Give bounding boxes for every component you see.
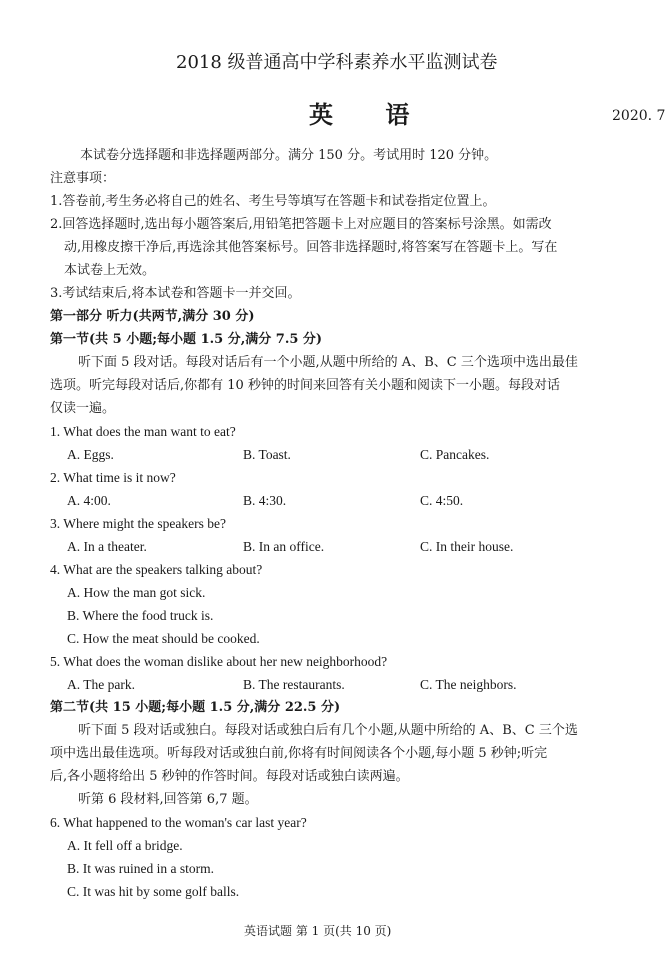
section2-instruction-line-3: 后,各小题将给出 5 秒钟的作答时间。每段对话或独白读两遍。 bbox=[50, 769, 409, 784]
page-footer: 英语试题 第 1 页(共 10 页) bbox=[244, 924, 392, 938]
note-2-line-1: 2.回答选择题时,选出每小题答案后,用铅笔把答题卡上对应题目的答案标号涂黑。如需改 bbox=[50, 217, 552, 232]
note-1: 1.答卷前,考生务必将自己的姓名、考生号等填写在答题卡和试卷指定位置上。 bbox=[50, 194, 496, 209]
exam-title: 2018 级普通高中学科素养水平监测试卷 bbox=[176, 52, 498, 73]
section2-heading: 第二节(共 15 小题;每小题 1.5 分,满分 22.5 分) bbox=[50, 700, 341, 715]
note-3: 3.考试结束后,将本试卷和答题卡一并交回。 bbox=[50, 286, 301, 301]
q1-option-a: A. Eggs. bbox=[67, 447, 114, 462]
section1-instruction-line-1: 听下面 5 段对话。每段对话后有一个小题,从题中所给的 A、B、C 三个选项中选出最佳 bbox=[78, 355, 578, 370]
q2-option-c: C. 4:50. bbox=[420, 493, 464, 508]
section1-instruction-line-2: 选项。听完每段对话后,你都有 10 秒钟的时间来回答有关小题和阅读下一小题。每段对话 bbox=[50, 378, 560, 393]
q6-option-c: C. It was hit by some golf balls. bbox=[67, 884, 240, 899]
q2-option-b: B. 4:30. bbox=[243, 493, 287, 508]
question-3: 3. Where might the speakers be? bbox=[50, 516, 226, 531]
notes-heading: 注意事项： bbox=[50, 171, 116, 186]
note-2-line-3: 本试卷上无效。 bbox=[64, 263, 156, 278]
section1-instruction-line-3: 仅读一遍。 bbox=[50, 401, 116, 416]
q3-option-b: B. In an office. bbox=[243, 539, 325, 554]
question-4: 4. What are the speakers talking about? bbox=[50, 562, 263, 577]
q5-option-c: C. The neighbors. bbox=[420, 677, 517, 692]
intro-text: 本试卷分选择题和非选择题两部分。满分 150 分。考试用时 120 分钟。 bbox=[80, 148, 498, 163]
part1-heading: 第一部分 听力(共两节,满分 30 分) bbox=[50, 309, 255, 324]
exam-date: 2020. 7 bbox=[612, 108, 666, 124]
q4-option-b: B. Where the food truck is. bbox=[67, 608, 214, 623]
q1-option-c: C. Pancakes. bbox=[420, 447, 490, 462]
q2-option-a: A. 4:00. bbox=[67, 493, 111, 508]
question-5: 5. What does the woman dislike about her new neighborhood? bbox=[50, 654, 388, 669]
subject-title: 英 语 bbox=[309, 100, 432, 129]
question-1: 1. What does the man want to eat? bbox=[50, 424, 236, 439]
q6-option-a: A. It fell off a bridge. bbox=[67, 838, 183, 853]
q1-option-b: B. Toast. bbox=[243, 447, 291, 462]
section2-instruction-line-1: 听下面 5 段对话或独白。每段对话或独白后有几个小题,从题中所给的 A、B、C 三个选 bbox=[78, 723, 578, 738]
q4-option-a: A. How the man got sick. bbox=[67, 585, 206, 600]
q3-option-c: C. In their house. bbox=[420, 539, 514, 554]
q6-option-b: B. It was ruined in a storm. bbox=[67, 861, 214, 876]
q4-option-c: C. How the meat should be cooked. bbox=[67, 631, 260, 646]
q5-option-a: A. The park. bbox=[67, 677, 135, 692]
question-6: 6. What happened to the woman's car last year? bbox=[50, 815, 307, 830]
question-2: 2. What time is it now? bbox=[50, 470, 176, 485]
section2-instruction-line-2: 项中选出最佳选项。听每段对话或独白前,你将有时间阅读各个小题,每小题 5 秒钟;听完 bbox=[50, 746, 548, 761]
section1-heading: 第一节(共 5 小题;每小题 1.5 分,满分 7.5 分) bbox=[50, 332, 323, 347]
material-note: 听第 6 段材料,回答第 6,7 题。 bbox=[78, 792, 258, 807]
q5-option-b: B. The restaurants. bbox=[243, 677, 345, 692]
q3-option-a: A. In a theater. bbox=[67, 539, 147, 554]
note-2-line-2: 动,用橡皮擦干净后,再选涂其他答案标号。回答非选择题时,将答案写在答题卡上。写在 bbox=[64, 240, 558, 255]
